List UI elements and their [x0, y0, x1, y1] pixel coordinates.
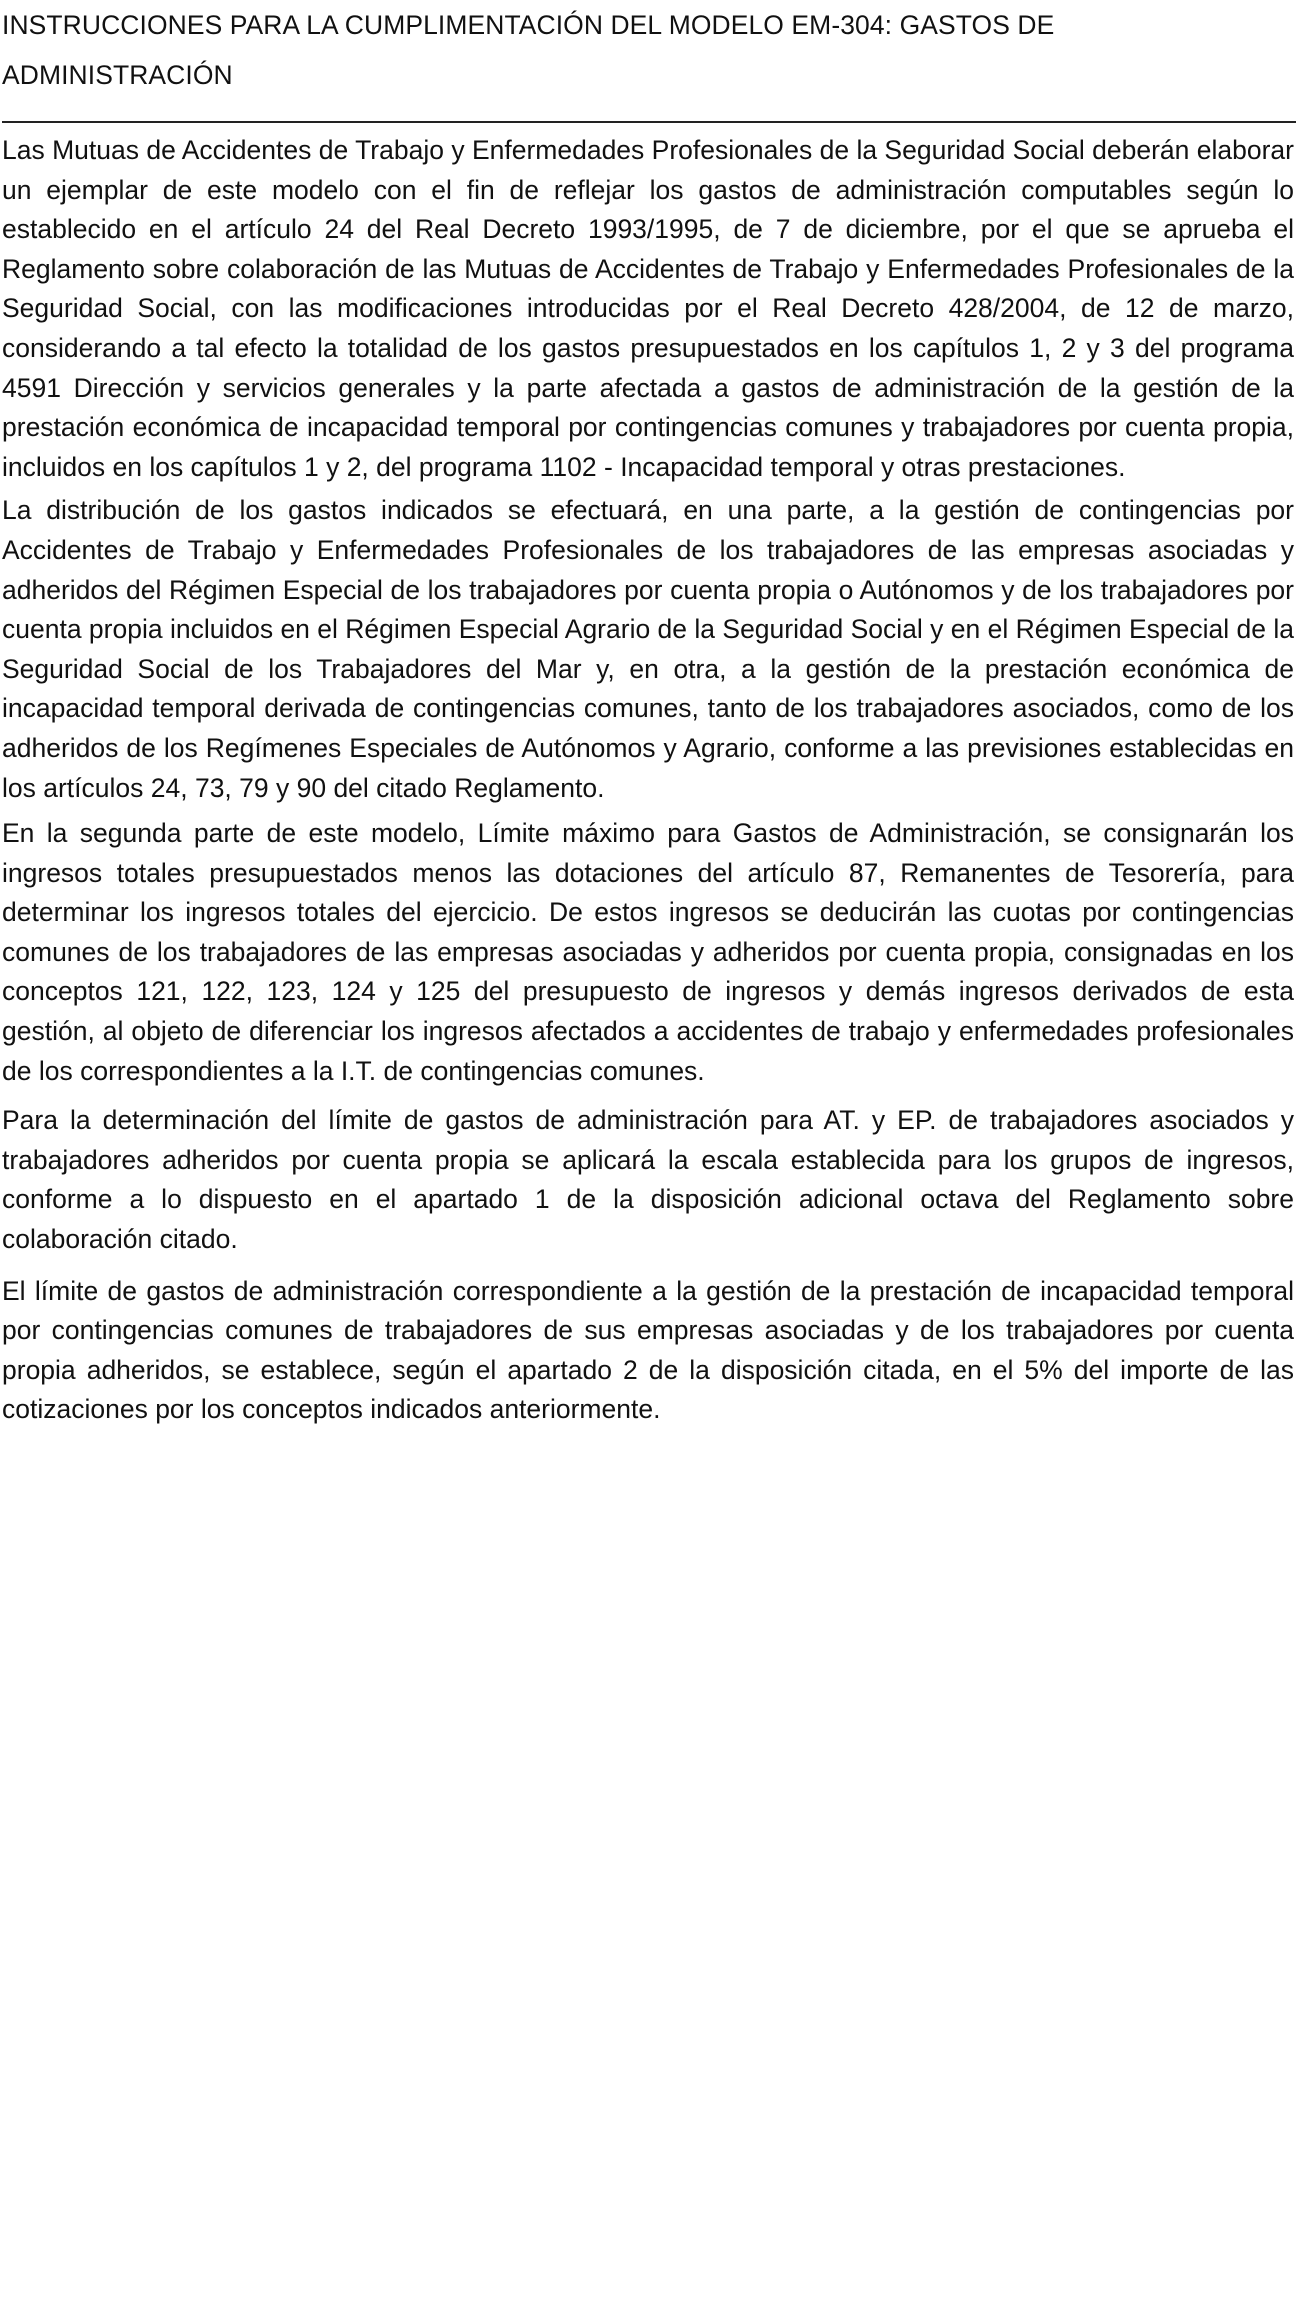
paragraph-4: Para la determinación del límite de gastos de administración para AT. y EP. de trabajadores asociados y trabajadores adheridos por cuenta propia se aplicará la escala establecida para los grupos de ingresos, conforme a lo dispuesto en el apartado 1 de la disposición adicional octava del Reglamento sobre colaboración citado. — [2, 1105, 1294, 1255]
title-divider — [2, 121, 1296, 123]
document-title: INSTRUCCIONES PARA LA CUMPLIMENTACIÓN DEL MODELO EM-304: GASTOS DE ADMINISTRACIÓN — [2, 10, 1055, 90]
paragraph-3: En la segunda parte de este modelo, Límite máximo para Gastos de Administración, se consignarán los ingresos totales presupuestados menos las dotaciones del artículo 87, Remanentes de Tesorería, para determinar los ingresos totales del ejercicio. De estos ingresos se deducirán las cuotas por contingencias comunes de los trabajadores de las empresas asociadas y adheridos por cuenta propia, consignadas en los conceptos 121, 122, 123, 124 y 125 del presupuesto de ingresos y demás ingresos derivados de esta gestión, al objeto de diferenciar los ingresos afectados a accidentes de trabajo y enfermedades profesionales de los correspondientes a la I.T. de contingencias comunes. — [2, 818, 1294, 1086]
paragraph-2: La distribución de los gastos indicados se efectuará, en una parte, a la gestión de contingencias por Accidentes de Trabajo y Enfermedades Profesionales de los trabajadores de las empresas asociadas y adheridos del Régimen Especial de los trabajadores por cuenta propia o Autónomos y de los trabajadores por cuenta propia incluidos en el Régimen Especial Agrario de la Seguridad Social y en el Régimen Especial de la Seguridad Social de los Trabajadores del Mar y, en otra, a la gestión de la prestación económica de incapacidad temporal derivada de contingencias comunes, tanto de los trabajadores asociados, como de los adheridos de los Regímenes Especiales de Autónomos y Agrario, conforme a las previsiones establecidas en los artículos 24, 73, 79 y 90 del citado Reglamento. — [2, 495, 1294, 803]
paragraph-1: Las Mutuas de Accidentes de Trabajo y Enfermedades Profesionales de la Seguridad Social deberán elaborar un ejemplar de este modelo con el fin de reflejar los gastos de administración computables según lo establecido en el artículo 24 del Real Decreto 1993/1995, de 7 de diciembre, por el que se aprueba el Reglamento sobre colaboración de las Mutuas de Accidentes de Trabajo y Enfermedades Profesionales de la Seguridad Social, con las modificaciones introducidas por el Real Decreto 428/2004, de 12 de marzo, considerando a tal efecto la totalidad de los gastos presupuestados en los capítulos 1, 2 y 3 del programa 4591 Dirección y servicios generales y la parte afectada a gastos de administración de la gestión de la prestación económica de incapacidad temporal por contingencias comunes y trabajadores por cuenta propia, incluidos en los capítulos 1 y 2, del programa 1102 - Incapacidad temporal y otras prestaciones. — [2, 135, 1294, 482]
paragraph-5: El límite de gastos de administración correspondiente a la gestión de la prestación de incapacidad temporal por contingencias comunes de trabajadores de sus empresas asociadas y de los trabajadores por cuenta propia adheridos, se establece, según el apartado 2 de la disposición citada, en el 5% del importe de las cotizaciones por los conceptos indicados anteriormente. — [2, 1275, 1294, 1425]
